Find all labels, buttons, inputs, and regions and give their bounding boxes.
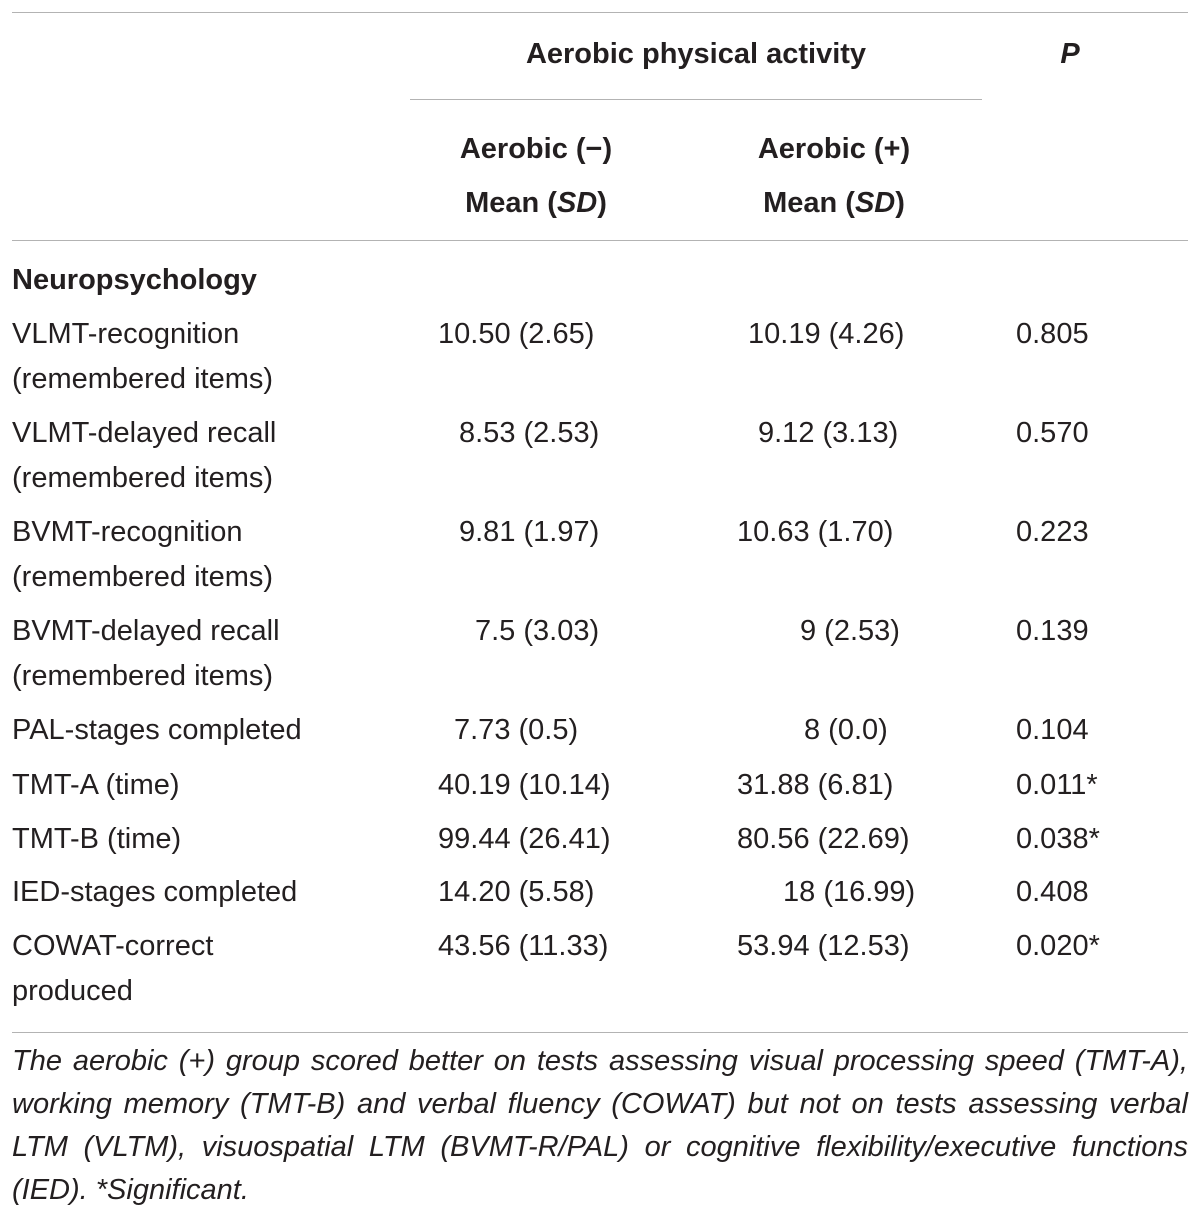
p-value: 0.139: [1016, 615, 1089, 647]
aerobic-pos-value: 31.88 (6.81): [737, 769, 894, 801]
row-label: TMT-B (time): [12, 823, 182, 855]
p-value: 0.570: [1016, 417, 1089, 449]
p-value: 0.038*: [1016, 823, 1100, 855]
p-value: 0.223: [1016, 516, 1089, 548]
table-footnote: The aerobic (+) group scored better on tests assessing visual processing speed (TMT-A), working memory (TMT-B) and verbal fluency (COWAT) but not on tests assessing verbal LTM (VLTM), visuospatial LTM (BVMT-R/PAL) or cognitive flexibility/executive functions (IED). *Significant.: [12, 1045, 1188, 1206]
aerobic-pos-value: 53.94 (12.53): [737, 930, 910, 962]
row-label: TMT-A (time): [12, 769, 180, 801]
row-label: BVMT-recognition (remembered items): [12, 516, 274, 593]
aerobic-neg-value: 7.5 (3.03): [475, 615, 600, 647]
group-underline: [410, 99, 982, 100]
aerobic-neg-value: 43.56 (11.33): [438, 930, 609, 962]
header-bottom-rule: [12, 240, 1188, 241]
col-aerobic-pos-title: Aerobic (+): [757, 133, 911, 165]
aerobic-pos-value: 10.63 (1.70): [737, 516, 894, 548]
row-label: VLMT-recognition (remembered items): [12, 318, 274, 395]
p-value: 0.805: [1016, 318, 1089, 350]
col-aerobic-pos-header: [708, 122, 960, 230]
p-value: 0.104: [1016, 714, 1089, 746]
p-value: 0.011*: [1016, 769, 1098, 801]
row-label: BVMT-delayed recall (remembered items): [12, 615, 280, 692]
aerobic-neg-value: 7.73 (0.5): [454, 714, 579, 746]
col-aerobic-neg-subtitle: Mean (SD): [465, 187, 607, 219]
aerobic-pos-value: 8 (0.0): [804, 714, 888, 746]
p-column-header: P: [1060, 38, 1080, 70]
aerobic-pos-value: 9.12 (3.13): [758, 417, 899, 449]
aerobic-neg-value: 10.50 (2.65): [438, 318, 595, 350]
col-aerobic-pos-subtitle: Mean (SD): [763, 187, 905, 219]
aerobic-neg-value: 8.53 (2.53): [459, 417, 600, 449]
aerobic-neg-value: 14.20 (5.58): [438, 876, 595, 908]
row-label: VLMT-delayed recall (remembered items): [12, 417, 277, 494]
col-aerobic-neg-title: Aerobic (−): [459, 133, 613, 165]
row-label: IED-stages completed: [12, 876, 298, 908]
p-value: 0.408: [1016, 876, 1089, 908]
row-label: COWAT-correct produced: [12, 930, 214, 1007]
aerobic-pos-value: 18 (16.99): [783, 876, 916, 908]
table-bottom-rule: [12, 1032, 1188, 1033]
col-aerobic-neg-header: [410, 122, 662, 230]
p-value: 0.020*: [1016, 930, 1100, 962]
aerobic-pos-value: 9 (2.53): [800, 615, 900, 647]
aerobic-pos-value: 10.19 (4.26): [748, 318, 905, 350]
group-title: Aerobic physical activity: [525, 38, 867, 70]
top-rule: [12, 12, 1188, 13]
section-title: Neuropsychology: [12, 264, 257, 296]
aerobic-neg-value: 9.81 (1.97): [459, 516, 600, 548]
row-label: PAL-stages completed: [12, 714, 302, 746]
aerobic-neg-value: 99.44 (26.41): [438, 823, 611, 855]
aerobic-pos-value: 80.56 (22.69): [737, 823, 910, 855]
aerobic-neg-value: 40.19 (10.14): [438, 769, 611, 801]
